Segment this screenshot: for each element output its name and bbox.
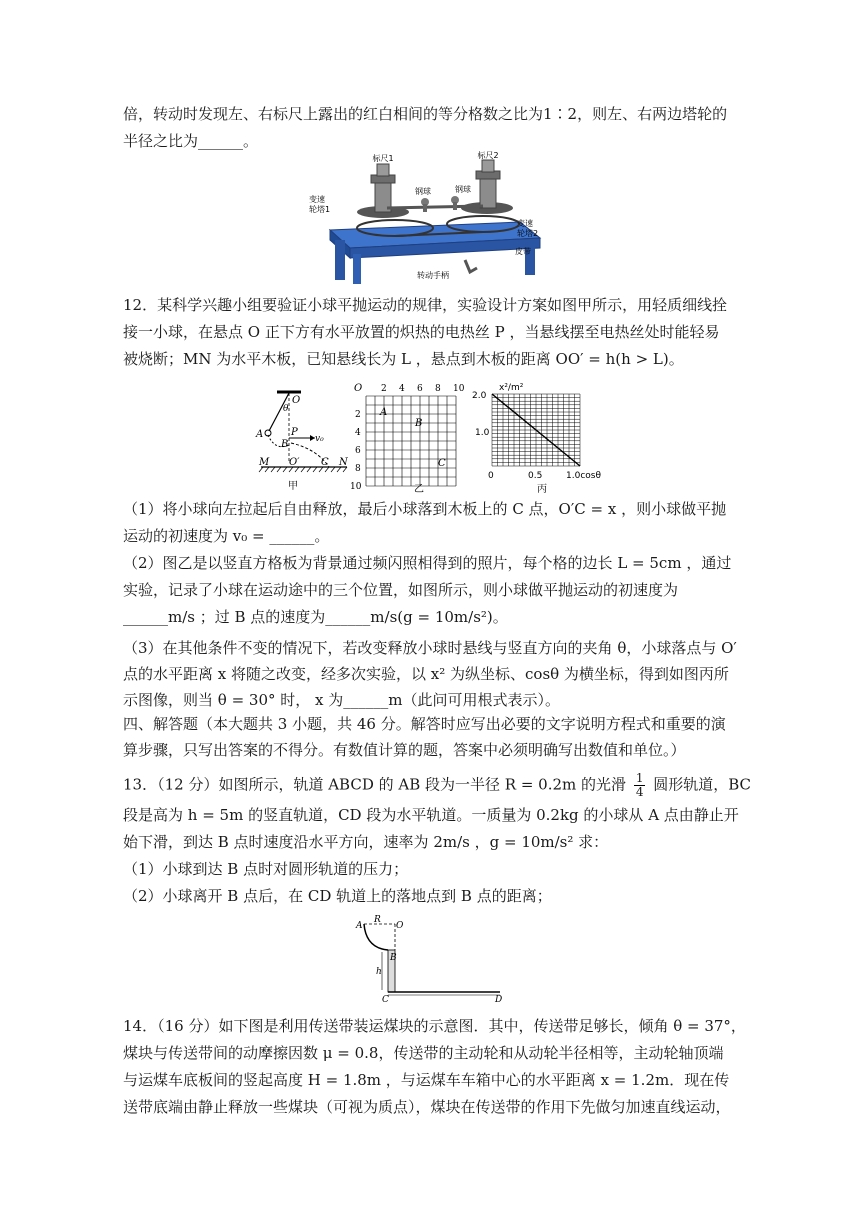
label-O: O xyxy=(396,921,404,931)
text-line xyxy=(123,771,752,799)
figure-caption: 甲 xyxy=(288,481,298,492)
point-C: C xyxy=(438,458,446,469)
y-tick: 6 xyxy=(355,446,361,456)
label-tower2: 轮塔2 xyxy=(517,229,539,238)
text-line: ______m/s ；过 B 点的速度为______m/s(g = 10m/s²)。 xyxy=(123,608,508,626)
text-line: 12．某科学兴趣小组要验证小球平抛运动的规律，实验设计方案如图甲所示，用轻质细线拴 xyxy=(123,296,728,314)
y-tick: 1.0 xyxy=(475,428,490,438)
label-R: R xyxy=(374,915,381,925)
label-origin: O xyxy=(354,383,363,394)
y-axis-label: x²/m² xyxy=(499,383,524,393)
text-line: 半径之比为______。 xyxy=(123,132,259,150)
y-tick: 2.0 xyxy=(472,391,487,401)
text-line: 算步骤，只写出答案的不得分。有数值计算的题，答案中必须明确写出数值和单位。） xyxy=(123,741,686,759)
label-M: M xyxy=(259,457,270,468)
text-line: 倍，转动时发现左、右标尺上露出的红白相间的等分格数之比为1∶2，则左、右两边塔轮的 xyxy=(123,105,728,123)
label-scale2: 标尺2 xyxy=(477,151,499,160)
track-figure xyxy=(350,912,510,1004)
label-v0: v₀ xyxy=(315,434,324,444)
text-line: 段是高为 h = 5m 的竖直轨道，CD 段为水平轨道。一质量为 0.2kg 的小球从 A 点由静止开 xyxy=(123,806,739,824)
text-line: 接一小球，在悬点 O 正下方有水平放置的炽热的电热丝 P ，当悬线摆至电热丝处时能轻易 xyxy=(123,323,720,341)
label-handle: 转动手柄 xyxy=(417,271,449,280)
fraction-denominator: 4 xyxy=(635,785,644,799)
text-line: 与运煤车底板间的竖起高度 H = 1.8m ，与运煤车车箱中心的水平距离 x = 1.2m．现在传 xyxy=(123,1071,730,1089)
x-tick: 4 xyxy=(399,384,405,394)
label-belt: 皮带 xyxy=(515,247,531,256)
y-tick: 4 xyxy=(355,428,361,438)
label-B: B xyxy=(281,439,289,450)
text-segment: 圆形轨道，BC xyxy=(653,775,752,794)
y-tick: 8 xyxy=(355,464,361,474)
label-A: A xyxy=(356,921,363,931)
label-h: h xyxy=(376,967,382,977)
text-line: （2）图乙是以竖直方格板为背景通过频闪照相得到的照片，每个格的边长 L = 5cm ，通过 xyxy=(123,554,732,572)
x-end-label: 1.0cosθ xyxy=(566,471,601,481)
fraction xyxy=(634,772,646,799)
label-scale1: 标尺1 xyxy=(372,154,394,163)
label-B: B xyxy=(390,953,397,963)
text-line: 点的水平距离 x 将随之改变，经多次实验，以 x² 为纵坐标、cosθ 为横坐标，得到如图丙所 xyxy=(123,665,729,683)
x-tick: 0.5 xyxy=(528,471,543,481)
text-line: 始下滑，到达 B 点时速度沿水平方向，速率为 2m/s ，g = 10m/s² 求： xyxy=(123,833,609,851)
label-A: A xyxy=(256,429,264,440)
point-B: B xyxy=(415,418,423,429)
y-tick: 10 xyxy=(350,482,362,492)
x-tick: 0 xyxy=(488,471,494,481)
text-line: 四、解答题（本大题共 3 小题，共 46 分。解答时应写出必要的文字说明方程式和重要的演 xyxy=(123,715,726,733)
text-line: 被烧断；MN 为水平木板，已知悬线长为 L ，悬点到木板的距离 OO′ = h(h > L)。 xyxy=(123,350,684,368)
point-A: A xyxy=(380,407,388,418)
figure-bing xyxy=(472,380,622,495)
label-O: O xyxy=(292,395,301,406)
label-Oprime: O′ xyxy=(289,457,300,468)
figure-caption: 丙 xyxy=(537,484,547,495)
text-line: （3）在其他条件不变的情况下，若改变释放小球时悬线与竖直方向的夹角 θ，小球落点与 O′ xyxy=(123,639,737,657)
text-segment: 13．（12 分）如图所示，轨道 ABCD 的 AB 段为一半径 R = 0.2m 的光滑 xyxy=(123,775,627,794)
label-P: P xyxy=(291,427,298,438)
text-line: 实验，记录了小球在运动途中的三个位置，如图所示，则小球做平抛运动的初速度为 xyxy=(123,581,679,599)
label-C: C xyxy=(382,995,389,1004)
text-line: 14．（16 分）如下图是利用传送带装运煤块的示意图．其中，传送带足够长，倾角 θ = 37°， xyxy=(123,1017,746,1035)
label-tower2: 变速 xyxy=(517,219,533,228)
label-C: C xyxy=(321,457,329,468)
fraction-numerator: 1 xyxy=(635,771,644,785)
text-line: （1）小球到达 B 点时对圆形轨道的压力； xyxy=(123,860,409,878)
text-line: 煤块与传送带间的动摩擦因数 μ = 0.8，传送带的主动轮和从动轮半径相等，主动轮轴顶端 xyxy=(123,1044,724,1062)
x-tick: 8 xyxy=(435,384,441,394)
figure-yi xyxy=(350,380,465,495)
label-tower1: 变速 xyxy=(309,195,325,204)
y-tick: 2 xyxy=(355,410,361,420)
x-tick: 10 xyxy=(453,384,465,394)
text-line: 送带底端由静止释放一些煤块（可视为质点），煤块在传送带的作用下先做匀加速直线运动， xyxy=(123,1098,731,1116)
label-ball1: 钢球 xyxy=(415,187,431,196)
text-line: （1）将小球向左拉起后自由释放，最后小球落到木板上的 C 点，O′C = x ，则小球做平抛 xyxy=(123,500,727,518)
text-line: 运动的初速度为 v₀ = ______。 xyxy=(123,527,330,545)
label-ball2: 钢球 xyxy=(455,185,471,194)
label-theta: θ xyxy=(283,404,289,414)
label-tower1: 轮塔1 xyxy=(309,205,331,214)
figure-caption: 乙 xyxy=(414,484,424,495)
text-line: （2）小球离开 B 点后，在 CD 轨道上的落地点到 B 点的距离； xyxy=(123,887,552,905)
figure-jia xyxy=(255,383,355,495)
x-tick: 6 xyxy=(417,384,423,394)
label-N: N xyxy=(339,457,348,468)
label-D: D xyxy=(495,995,503,1004)
x-tick: 2 xyxy=(381,384,387,394)
centripetal-apparatus-figure xyxy=(305,150,550,290)
text-line: 示图像，则当 θ = 30° 时， x 为______m（此问可用根式表示）。 xyxy=(123,691,560,709)
